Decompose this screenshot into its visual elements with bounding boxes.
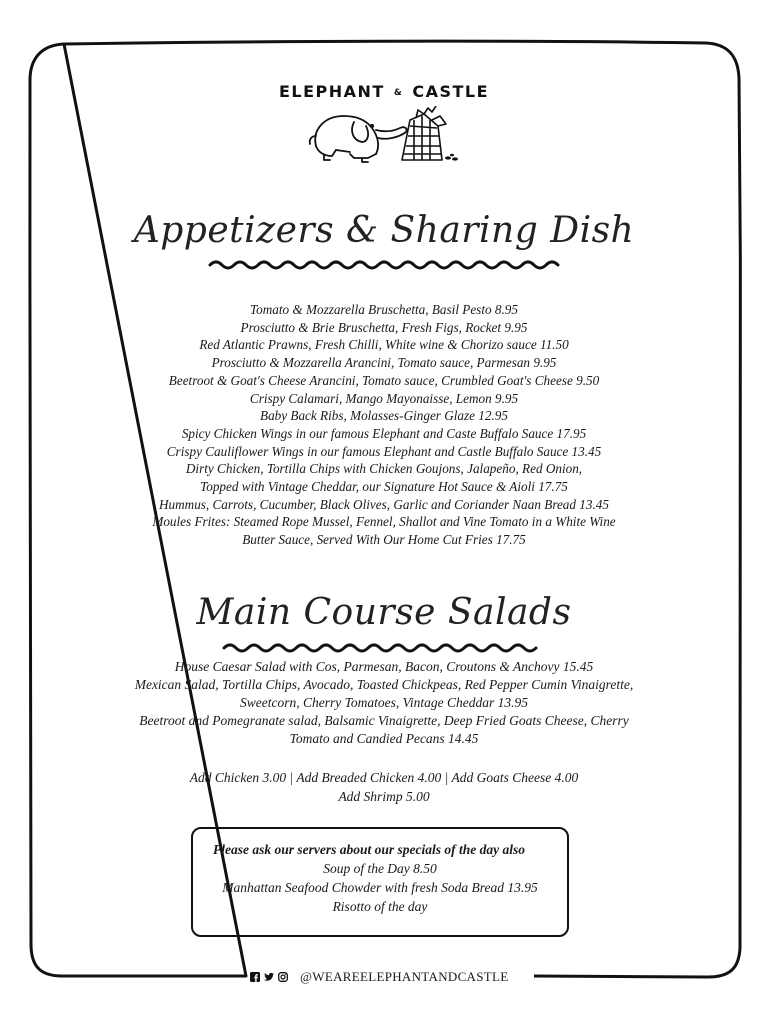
salad-item: Mexican Salad, Tortilla Chips, Avocado, Toasted Chickpeas, Red Pepper Cumin Vinaigrette, — [134, 677, 634, 692]
appetizer-item: Moules Frites: Steamed Rope Mussel, Fennel, Shallot and Vine Tomato in a White Wine — [152, 514, 616, 530]
appetizer-item: Hummus, Carrots, Cucumber, Black Olives, Garlic and Coriander Naan Bread 13.45 — [159, 496, 609, 512]
facebook-icon[interactable] — [250, 972, 260, 982]
brand-name — [0, 82, 768, 101]
appetizer-item: Prosciutto & Mozzarella Arancini, Tomato sauce, Parmesan 9.95 — [211, 355, 557, 371]
special-item: Manhattan Seafood Chowder with fresh Soda Bread 13.95 — [222, 880, 538, 895]
twitter-icon[interactable] — [264, 972, 274, 982]
salads-title: Main Course Salads — [196, 592, 572, 633]
appetizer-item: Topped with Vintage Cheddar, our Signature Hot Sauce & Aioli 17.75 — [200, 479, 568, 495]
appetizers-list — [60, 301, 708, 549]
salads-list — [60, 658, 708, 748]
brand-name-right: CASTLE — [412, 82, 490, 101]
special-item: Risotto of the day — [332, 899, 428, 914]
elephant-castle-logo — [306, 106, 462, 164]
appetizers-title-underline — [208, 257, 560, 273]
appetizer-item: Prosciutto & Brie Bruschetta, Fresh Figs, Rocket 9.95 — [240, 319, 528, 335]
appetizer-item: Baby Back Ribs, Molasses-Ginger Glaze 12.95 — [260, 408, 508, 424]
salad-item: House Caesar Salad with Cos, Parmesan, Bacon, Croutons & Anchovy 15.45 — [174, 659, 594, 674]
salad-item: Beetroot and Pomegranate salad, Balsamic Vinaigrette, Deep Fried Goats Cheese, Cherry — [139, 713, 629, 728]
footer — [250, 968, 530, 986]
appetizer-item: Crispy Calamari, Mango Mayonaisse, Lemon 9.95 — [249, 390, 519, 406]
appetizer-item: Dirty Chicken, Tortilla Chips with Chicken Goujons, Jalapeño, Red Onion, — [185, 461, 583, 477]
appetizer-item: Spicy Chicken Wings in our famous Elephant and Caste Buffalo Sauce 17.95 — [181, 425, 587, 441]
salad-item: Sweetcorn, Cherry Tomatoes, Vintage Cheddar 13.95 — [240, 695, 528, 710]
appetizer-item: Beetroot & Goat's Cheese Arancini, Tomato sauce, Crumbled Goat's Cheese 9.50 — [168, 372, 600, 388]
appetizer-item: Butter Sauce, Served With Our Home Cut Fries 17.75 — [242, 532, 526, 548]
brand-ampersand: & — [393, 87, 404, 98]
appetizer-item: Red Atlantic Prawns, Fresh Chilli, White wine & Chorizo sauce 11.50 — [199, 337, 569, 353]
social-handle[interactable]: @WEAREELEPHANTANDCASTLE — [300, 969, 509, 984]
salads-title-underline — [222, 640, 538, 656]
specials-content — [191, 840, 569, 916]
appetizers-title: Appetizers & Sharing Dish — [133, 210, 635, 251]
instagram-icon[interactable] — [278, 972, 288, 982]
brand-name-left: ELEPHANT — [278, 82, 385, 101]
addon-line: Add Chicken 3.00 | Add Breaded Chicken 4.00 | Add Goats Cheese 4.00 — [189, 770, 579, 785]
appetizer-item: Crispy Cauliflower Wings in our famous Elephant and Castle Buffalo Sauce 13.45 — [166, 443, 602, 459]
addon-line: Add Shrimp 5.00 — [338, 789, 430, 804]
salad-item: Tomato and Candied Pecans 14.45 — [289, 731, 479, 746]
special-item: Soup of the Day 8.50 — [323, 861, 437, 876]
specials-heading: Please ask our servers about our specials of the day also — [213, 842, 525, 857]
appetizer-item: Tomato & Mozzarella Bruschetta, Basil Pesto 8.95 — [250, 302, 518, 317]
salad-addons — [60, 768, 708, 806]
